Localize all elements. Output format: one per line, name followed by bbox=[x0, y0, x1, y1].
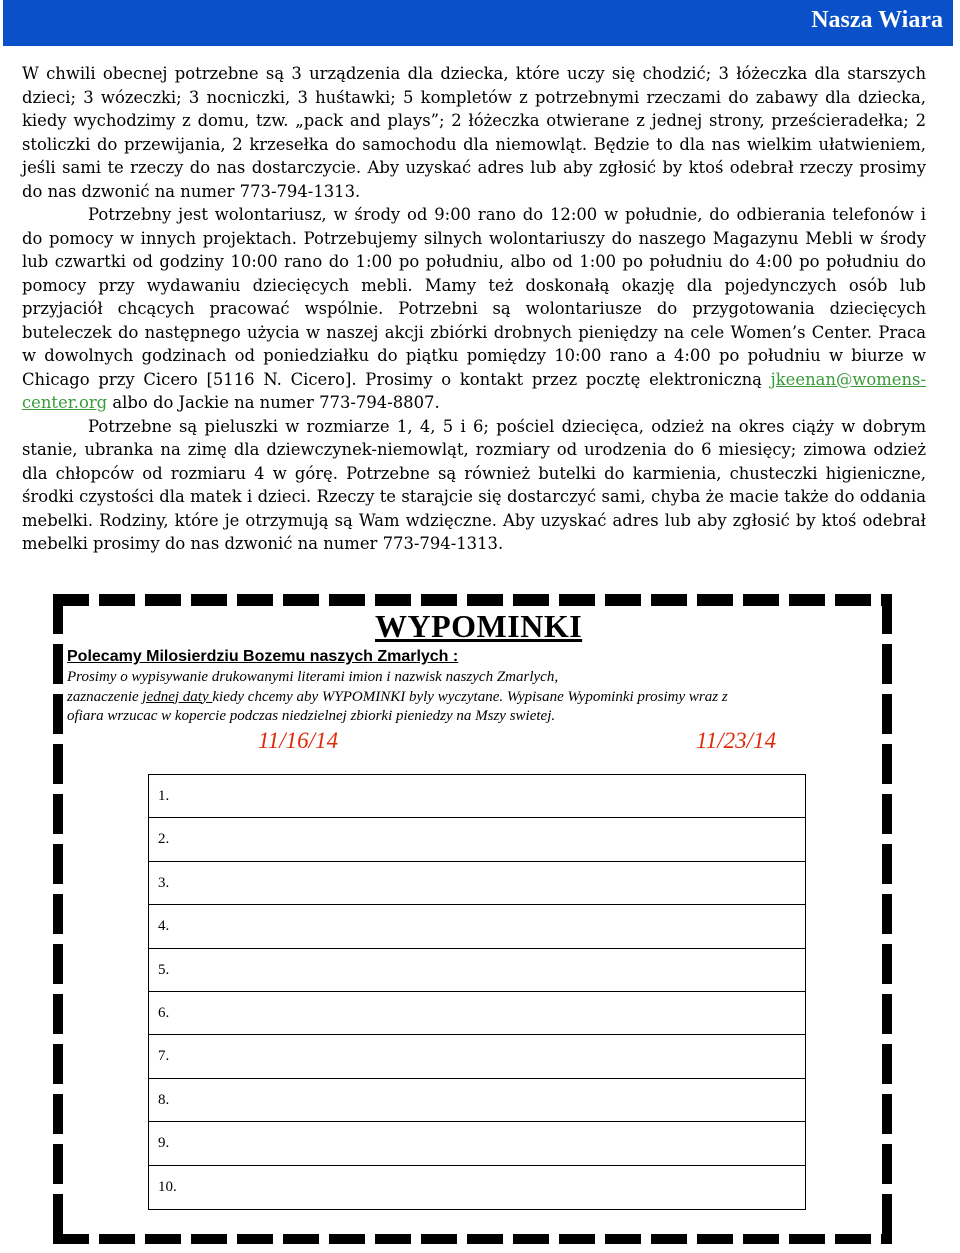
paragraph-3: Potrzebne są pieluszki w rozmiarze 1, 4, 5 i 6; pościel dziecięca, odzież na okres ciąży w dobrym stanie, ubranka na zimę dla dziewczynek-niemowląt, rozmiary od urodzenia do 6 miesięcy; zimowa odzież dla chłopców od rozmiaru 4 w górę. Potrzebne są również butelki do karmienia, chusteczki higieniczne, środki czystości dla matek i dzieci. Rzeczy te starajcie się dostarczyć sami, chyba że macie także do oddania mebelki. Rodziny, które je otrzymują są Wam wdzięczne. Aby uzyskać adres lub aby zgłosić by ktoś odebrał mebelki prosimy do nas dzwonić na numer 773-794-1313. bbox=[22, 416, 926, 553]
wypominki-instructions bbox=[67, 668, 867, 727]
name-row[interactable] bbox=[149, 992, 805, 1035]
instructions-line-2a: zaznaczenie bbox=[67, 688, 143, 705]
dashed-border-right bbox=[882, 594, 892, 1244]
dashed-border-left bbox=[53, 594, 63, 1244]
dashed-border-bottom bbox=[53, 1234, 892, 1244]
names-table bbox=[148, 774, 806, 1210]
date-option-2: 11/23/14 bbox=[696, 728, 777, 753]
row-number: 1. bbox=[158, 788, 170, 804]
email-link[interactable]: jkeenan@womens-center.org bbox=[22, 369, 926, 412]
row-number: 9. bbox=[158, 1135, 170, 1152]
dashed-border-top bbox=[53, 594, 892, 606]
name-row[interactable] bbox=[149, 949, 805, 992]
row-number: 8. bbox=[158, 1091, 170, 1108]
header-bar bbox=[3, 0, 953, 46]
article bbox=[22, 62, 926, 556]
row-number: 3. bbox=[158, 874, 170, 891]
wypominki-subtitle: Polecamy Milosierdziu Bozemu naszych Zmarlych : bbox=[67, 648, 459, 665]
wypominki-box bbox=[53, 594, 892, 1244]
name-row[interactable] bbox=[149, 862, 805, 905]
name-row[interactable] bbox=[149, 1122, 805, 1165]
date-option-1: 11/16/14 bbox=[258, 728, 339, 753]
name-row[interactable] bbox=[149, 1079, 805, 1122]
paragraph-2-tail: albo do Jackie na numer 773-794-8807. bbox=[107, 393, 440, 412]
paragraph-1: W chwili obecnej potrzebne są 3 urządzenia dla dziecka, które uczy się chodzić; 3 łóżeczka dla starszych dzieci; 3 wózeczki; 3 nocniczki, 3 huśtawki; 5 kompletów z potrzebnymi rzeczami do zabawy dla dziecka, kiedy wychodzimy z domu, tzw. „pack and plays”; 2 łóżeczka otwierane z jednej strony, prześcieradełka; 2 stoliczki do przewijania, 2 krzesełka do samochodu dla niemowląt. Będzie to dla nas wielkim ułatwieniem, jeśli sami te rzeczy do nas dostarczycie. Aby uzyskać adres lub aby zgłosić by ktoś odebrał rzeczy prosimy do nas dzwonić na numer 773-794-1313. bbox=[22, 64, 926, 201]
name-row[interactable] bbox=[149, 905, 805, 948]
row-number: 5. bbox=[158, 961, 170, 978]
name-row[interactable] bbox=[149, 775, 805, 818]
name-row[interactable] bbox=[149, 1035, 805, 1078]
wypominki-title: WYPOMINKI bbox=[375, 608, 583, 644]
row-number: 6. bbox=[158, 1004, 170, 1021]
name-row[interactable] bbox=[149, 1166, 805, 1209]
instructions-line-3: ofiara wrzucac w kopercie podczas niedzielnej zbiorki pieniedzy na Mszy swietej. bbox=[67, 708, 556, 724]
row-number: 7. bbox=[158, 1048, 170, 1065]
instructions-line-2c: kiedy chcemy aby WYPOMINKI byly wyczytane. Wypisane Wypominki prosimy wraz z bbox=[212, 688, 728, 705]
header-title: Nasza Wiara bbox=[811, 7, 943, 33]
instructions-one-date: jednej daty bbox=[142, 688, 213, 705]
row-number: 10. bbox=[158, 1178, 177, 1195]
paragraph-2-text: Potrzebny jest wolontariusz, w środy od 9:00 rano do 12:00 w południe, do odbierania telefonów i do pomocy w innych projektach. Potrzebujemy silnych wolontariuszy do naszego Magazynu Mebli w środy lub czwartki od godziny 10:00 rano do 1:00 po południu, albo od 1:00 po południu do 4:00 po południu do pomocy przy wydawaniu dziecięcych mebli. Mamy też doskonałą okazję dla pojedynczych osób lub przyjaciół chcących pracować wspólnie. Potrzebni są wolontariusze do przygotowania dziecięcych buteleczek do następnego użycia w naszej akcji zbiórki drobnych pieniędzy na cele Women’s Center. Praca w dowolnych godzinach od poniedziałku do piątku pomiędzy 10:00 rano a 4:00 po południu w biurze w Chicago przy Cicero [5116 N. Cicero]. Prosimy o kontakt przez pocztę elektroniczną bbox=[22, 205, 926, 389]
name-row[interactable] bbox=[149, 818, 805, 861]
paragraph-2 bbox=[22, 203, 926, 415]
instructions-line-1: Prosimy o wypisywanie drukowanymi literami imion i nazwisk naszych Zmarlych, bbox=[67, 669, 559, 685]
row-number: 2. bbox=[158, 831, 170, 848]
row-number: 4. bbox=[158, 918, 170, 935]
